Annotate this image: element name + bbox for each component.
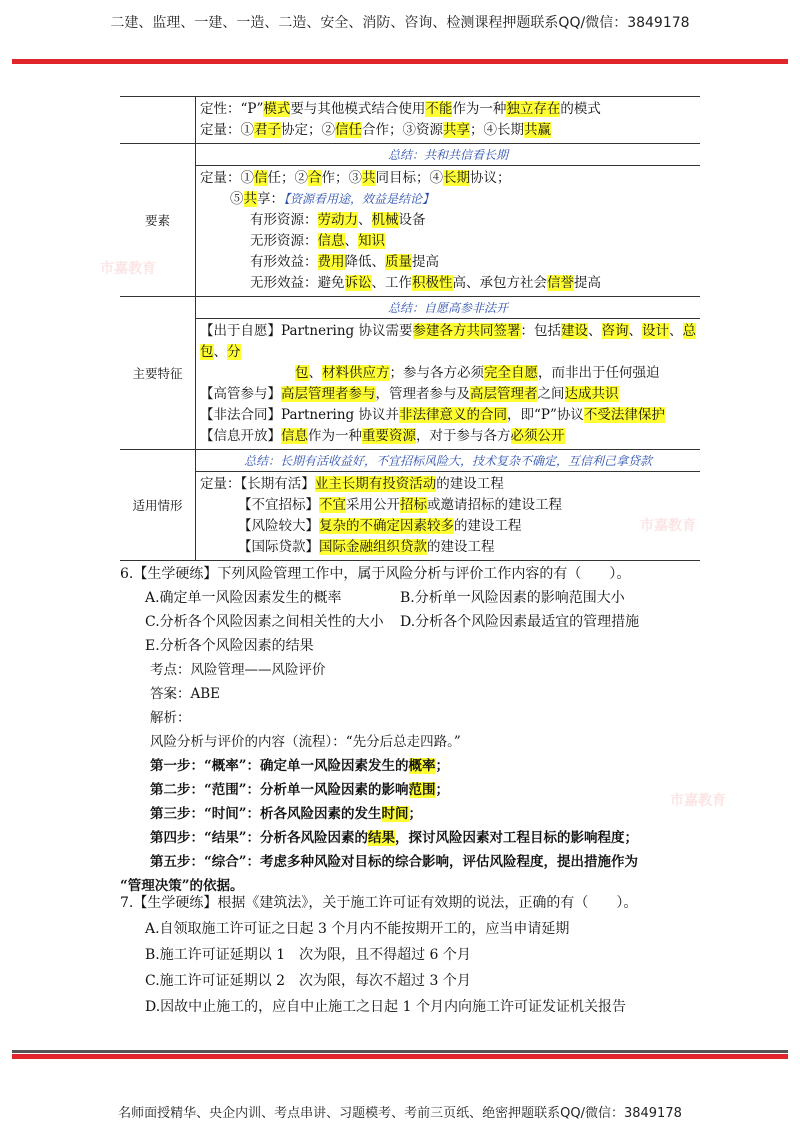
- highlighted-text: 建设: [561, 323, 588, 339]
- analysis-line: [120, 754, 760, 778]
- text-run: 采用公开: [346, 497, 400, 513]
- text-run: 的建设工程: [436, 476, 504, 492]
- text-run: 的建设工程: [427, 539, 495, 555]
- option-e: E.分析各个风险因素的结果: [145, 638, 314, 654]
- highlighted-text: 国际金融组织贷款: [319, 539, 427, 555]
- row-line: [200, 474, 696, 495]
- row-line: [200, 231, 696, 252]
- text-run: 【非法合同】Partnering 协议并: [200, 407, 399, 423]
- row-line: [200, 210, 696, 231]
- page-footer: 名师面授精华、央企内训、考点串讲、习题模考、考前三页纸、绝密押题联系QQ/微信：3849178: [118, 1106, 682, 1121]
- highlighted-text: 信任: [335, 122, 362, 138]
- text-run: 高、承包方社会: [452, 275, 547, 291]
- highlighted-text: 共享: [443, 122, 470, 138]
- footer-divider: [12, 1054, 788, 1059]
- highlighted-text: 质量: [385, 254, 412, 270]
- text-run: ；: [435, 782, 450, 798]
- highlighted-text: 积极性: [412, 275, 453, 291]
- highlighted-text: 参建各方共同签署: [412, 323, 521, 339]
- highlighted-text: 独立存在: [506, 101, 561, 117]
- text-run: 作；③: [321, 170, 362, 186]
- highlighted-text: 不受法律保护: [583, 407, 665, 423]
- analysis-line: [120, 778, 760, 802]
- watermark-logo: 市嘉教育: [640, 518, 696, 534]
- text-run: 要与其他模式结合使用: [290, 101, 426, 117]
- highlighted-text: 重要资源: [362, 428, 416, 444]
- text-run: 、工作: [371, 275, 412, 291]
- highlighted-text: 招标: [400, 497, 427, 513]
- text-run: ：包括: [520, 323, 561, 339]
- row-line: [200, 252, 696, 273]
- text-run: 、: [628, 323, 642, 339]
- text-run: 合作；③资源: [362, 122, 443, 138]
- row-line: [200, 342, 696, 363]
- highlighted-text: 不宜: [319, 497, 346, 513]
- option-d: D.分析各个风险因素最适宜的管理措施: [400, 614, 640, 630]
- text-run: 第二步：“范围”：分析单一风险因素的影响: [150, 782, 409, 798]
- text-run: 、: [669, 323, 683, 339]
- row-summary: 总结：长期有活收益好，不宜招标风险大，技术复杂不确定，互信利己拿贷款: [243, 454, 652, 468]
- highlighted-text: 费用: [317, 254, 345, 270]
- highlighted-text: 机械: [371, 212, 399, 228]
- highlighted-text: 非法律意义的合同: [399, 407, 507, 423]
- option-b: B.分析单一风险因素的影响范围大小: [400, 590, 625, 606]
- row-line: [200, 426, 696, 447]
- row-summary: 总结：共和共信看长期: [387, 148, 508, 162]
- text-run: 作为一种: [452, 101, 507, 117]
- option-d: D.因故中止施工的，应自中止施工之日起 1 个月内向施工许可证发证机关报告: [145, 999, 626, 1015]
- text-run: 、: [588, 323, 602, 339]
- text-run: 的模式: [560, 101, 601, 117]
- row-line: [200, 189, 696, 210]
- text-run: 、: [358, 212, 372, 228]
- footer-divider-grey: [12, 1050, 788, 1053]
- highlighted-text: 君子: [254, 122, 281, 138]
- text-run: 【不宜招标】: [238, 497, 319, 513]
- row-line: [200, 537, 696, 558]
- row-summary: 总结：自愿高参非法开: [387, 301, 508, 315]
- highlighted-text: 信: [254, 170, 268, 186]
- text-run: 有形资源：: [250, 212, 318, 228]
- analysis-line: [120, 730, 760, 754]
- text-run: 【风险较大】: [238, 518, 319, 534]
- row-line: [200, 405, 696, 426]
- text-run: 无形效益：避免: [250, 275, 345, 291]
- highlighted-text: 材料供应方: [322, 365, 390, 381]
- text-run: 协议；: [470, 170, 511, 186]
- answer: 答案：ABE: [150, 686, 221, 702]
- text-run: 无形资源：: [250, 233, 318, 249]
- option-a: A.自领取施工许可证之日起 3 个月内不能按期开工的，应当申请延期: [145, 921, 570, 937]
- text-run: 定量：【长期有活】: [200, 476, 315, 492]
- row-line: [200, 168, 696, 189]
- text-run: 第五步：“综合”：考虑多种风险对目标的综合影响，评估风险程度，提出措施作为: [150, 854, 639, 870]
- text-run: “管理决策”的依据。: [120, 878, 244, 894]
- highlighted-text: 包: [295, 365, 309, 381]
- highlighted-text: 模式: [263, 101, 291, 117]
- text-run: ⑤: [230, 191, 244, 207]
- text-run: 第三步：“时间”：析各风险因素的发生: [150, 806, 382, 822]
- row-label: [120, 97, 196, 144]
- question-6-stem: 6.【生学硬练】下列风险管理工作中，属于风险分析与评价工作内容的有（ ）。: [120, 566, 631, 582]
- highlighted-text: 高层管理者: [470, 386, 538, 402]
- highlighted-text: 信息: [281, 428, 308, 444]
- text-run: 风险分析与评价的内容（流程）：“先分后总走四路。”: [150, 734, 461, 750]
- row-line: [200, 321, 696, 342]
- text-run: 任；②: [267, 170, 308, 186]
- text-run: 、: [213, 344, 227, 360]
- text-run: 【国际贷款】: [238, 539, 319, 555]
- option-c: C.分析各个风险因素之间相关性的大小: [145, 614, 384, 630]
- highlighted-text: 共: [362, 170, 376, 186]
- highlighted-text: 共赢: [524, 122, 551, 138]
- partnering-table: [120, 96, 700, 561]
- analysis-line: [120, 850, 760, 874]
- row-label: 主要特征: [120, 297, 196, 450]
- mnemonic-note: 【资源看用途，效益是结论】: [284, 192, 435, 206]
- text-run: 之间: [537, 386, 565, 402]
- highlighted-text: 信息: [317, 233, 345, 249]
- text-run: ；: [435, 758, 450, 774]
- text-run: ；④长期: [470, 122, 524, 138]
- text-run: 有形效益：: [250, 254, 318, 270]
- option-c: C.施工许可证延期以 2 次为限，每次不超过 3 个月: [145, 973, 471, 989]
- highlighted-text: 高层管理者参与: [281, 386, 376, 402]
- text-run: 【高管参与】: [200, 386, 281, 402]
- text-run: 提高: [574, 275, 601, 291]
- question-7: [120, 890, 760, 1020]
- text-run: 定量：①: [200, 170, 254, 186]
- highlighted-text: 时间: [381, 806, 409, 822]
- text-run: 第四步：“结果”：分析各风险因素的: [150, 830, 369, 846]
- text-run: 第一步：“概率”：确定单一风险因素发生的: [150, 758, 409, 774]
- highlighted-text: 设计: [642, 323, 669, 339]
- text-run: 【出于自愿】Partnering 协议需要: [200, 323, 413, 339]
- highlighted-text: 共: [243, 191, 257, 207]
- highlighted-text: 包: [200, 344, 214, 360]
- text-run: 享：: [257, 191, 284, 207]
- text-run: 或邀请招标的建设工程: [427, 497, 562, 513]
- row-line: [200, 120, 696, 141]
- watermark-logo: 市嘉教育: [670, 793, 726, 809]
- highlighted-text: 达成共识: [564, 386, 619, 402]
- page-header: 二建、监理、一建、一造、二造、安全、消防、咨询、检测课程押题联系QQ/微信：3849178: [110, 15, 690, 31]
- highlighted-text: 劳动力: [317, 212, 358, 228]
- text-run: ，即“P”协议: [507, 407, 584, 423]
- text-run: ；参与各方必须: [389, 365, 484, 381]
- text-run: 定量：①: [200, 122, 254, 138]
- text-run: ，而非出于任何强迫: [538, 365, 660, 381]
- question-6: [120, 562, 760, 658]
- row-line: [200, 273, 696, 294]
- row-line: [200, 99, 696, 120]
- text-run: 同目标；④: [375, 170, 443, 186]
- text-run: 协定；②: [281, 122, 335, 138]
- watermark-logo: 市嘉教育: [100, 261, 156, 277]
- highlighted-text: 分: [227, 344, 241, 360]
- row-label: 要素: [120, 144, 196, 297]
- row-line: [200, 495, 696, 516]
- highlighted-text: 诉讼: [344, 275, 372, 291]
- analysis-line: [120, 826, 760, 850]
- text-run: ；: [408, 806, 423, 822]
- highlighted-text: 总: [682, 323, 696, 339]
- highlighted-text: 知识: [358, 233, 385, 249]
- text-run: 、: [344, 233, 358, 249]
- highlighted-text: 业主长期有投资活动: [314, 476, 437, 492]
- text-run: 【信息开放】: [200, 428, 281, 444]
- highlighted-text: 复杂的不确定因素较多: [319, 518, 454, 534]
- text-run: ，对于参与各方: [416, 428, 511, 444]
- row-line: [200, 363, 696, 384]
- highlighted-text: 必须公开: [510, 428, 565, 444]
- highlighted-text: 范围: [408, 782, 436, 798]
- row-label: 适用情形: [120, 450, 196, 561]
- text-run: ，管理者参与及: [375, 386, 470, 402]
- highlighted-text: 合: [308, 170, 322, 186]
- highlighted-text: 长期: [443, 170, 470, 186]
- row-line: [200, 516, 696, 537]
- text-run: 降低、: [344, 254, 385, 270]
- text-run: 作为一种: [308, 428, 362, 444]
- text-run: 、: [308, 365, 322, 381]
- header-divider: [12, 59, 788, 64]
- text-run: 提高: [412, 254, 439, 270]
- highlighted-text: 不能: [425, 101, 453, 117]
- text-run: 设备: [398, 212, 426, 228]
- highlighted-text: 完全自愿: [484, 365, 538, 381]
- highlighted-text: 概率: [408, 758, 436, 774]
- text-run: ，探讨风险因素对工程目标的影响程度；: [395, 830, 639, 846]
- text-run: 定性：“P”: [200, 101, 264, 117]
- question-6-analysis: [120, 658, 760, 898]
- question-7-stem: 7.【生学硬练】根据《建筑法》，关于施工许可证有效期的说法，正确的有（ ）。: [120, 895, 638, 911]
- highlighted-text: 结果: [368, 830, 396, 846]
- highlighted-text: 咨询: [601, 323, 629, 339]
- highlighted-text: 信誉: [547, 275, 574, 291]
- option-a: A.确定单一风险因素发生的概率: [145, 590, 342, 606]
- row-line: [200, 384, 696, 405]
- jiexi-label: 解析：: [150, 710, 191, 726]
- analysis-line: [120, 802, 760, 826]
- option-b: B.施工许可证延期以 1 次为限，且不得超过 6 个月: [145, 947, 471, 963]
- kaodian: 考点：风险管理——风险评价: [150, 662, 326, 678]
- text-run: 的建设工程: [454, 518, 522, 534]
